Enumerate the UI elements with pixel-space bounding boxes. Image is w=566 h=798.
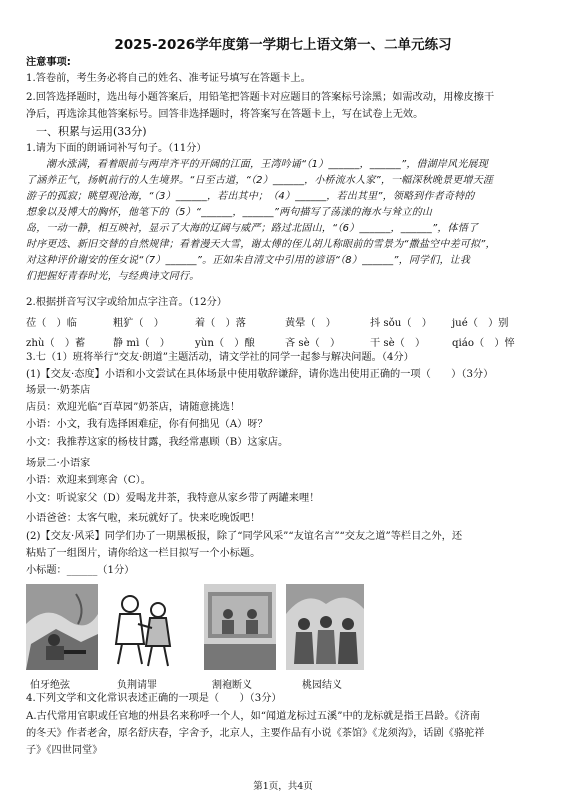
q1-line: 岛，一动一静，相互映衬，显示了大海的辽阔与威严；路过北固山，“（6）______，______”，体悟了 bbox=[26, 223, 479, 234]
q2-item: 吝 sè（ ） bbox=[285, 338, 341, 349]
q1-line: 潮水涨满，看着眼前与两岸齐平的开阔的江面，王湾吟诵“（1）______，______”，借湖岸风光展现 bbox=[46, 159, 488, 170]
q4-prompt: 4.下列文学和文化常识表述正确的一项是（ ）（3分） bbox=[26, 693, 282, 704]
notice-item-2b: 净后，再选涂其他答案标号。回答非选择题时，将答案写在答题卡上，写在试卷上无效。 bbox=[26, 109, 424, 120]
q2-prompt: 2.根据拼音写汉字或给加点字注音。（12分） bbox=[26, 297, 227, 308]
dialogue-line: 小语：小文，我有选择困难症，你有何拙见（A）呀？ bbox=[26, 419, 268, 430]
q1-line: 了涵养正气，扬帆前行的人生境界。“日至古道，“（2）______，小桥流水人家”，一幅深秋晚景更增天涯 bbox=[26, 175, 494, 186]
q2-item: 莅（ ）临 bbox=[26, 318, 77, 329]
caption: 伯牙绝弦 bbox=[30, 680, 70, 691]
q2-item: zhù（ ）蓄 bbox=[26, 338, 86, 349]
q2-item: jué（ ）别 bbox=[452, 318, 509, 329]
subtitle-blank: 小标题：______（1分） bbox=[26, 565, 135, 576]
dialogue-line: 小语爸爸：太客气啦，来玩就好了。快来吃晚饭吧！ bbox=[26, 513, 261, 524]
notice-heading: 注意事项: bbox=[26, 57, 71, 68]
q4-option-a: A.古代常用官职或任官地的州县名来称呼一个人，如“闻道龙标过五溪”中的龙标就是指王昌龄。《济南 bbox=[26, 711, 480, 722]
q1-line: 时序更迭、新旧交替的自然规律；看着漫天大雪，谢太傅的侄儿胡儿称眼前的雪景为“撒盐空中差可拟”， bbox=[26, 239, 496, 250]
q2-item: 黄晕（ ） bbox=[285, 318, 336, 329]
illustration-gepao bbox=[204, 584, 276, 670]
section-heading: 一、积累与运用(33分) bbox=[36, 125, 147, 138]
q1-prompt: 1.请为下面的朗诵词补写句子。（11分） bbox=[26, 143, 207, 154]
caption: 割袍断义 bbox=[212, 680, 252, 691]
scene-1-label: 场景一·奶茶店 bbox=[26, 385, 91, 396]
caption: 桃园结义 bbox=[302, 680, 342, 691]
q1-line: 们把握好青春时光，与经典诗文同行。 bbox=[26, 271, 200, 282]
q2-item: 静 mì（ ） bbox=[113, 338, 170, 349]
illustration-taoyuan bbox=[286, 584, 364, 670]
illustration-boya bbox=[26, 584, 98, 670]
q1-line: 游子的孤寂；眺望观沧海，“（3）______，若出其中；（4）______，若出其里”，领略到作者奇特的 bbox=[26, 191, 475, 202]
page-footer: 第1页，共4页 bbox=[253, 781, 313, 792]
dialogue-line: 小文：听说家父（D）爱喝龙井茶，我特意从家乡带了两罐来哩！ bbox=[26, 493, 320, 504]
q3-sub1: (1)【交友·态度】小语和小文尝试在具体场景中使用敬辞谦辞，请你选出使用正确的一项（ ）（3分） bbox=[26, 369, 494, 380]
caption: 负荆请罪 bbox=[117, 680, 157, 691]
notice-item-1: 1.答卷前，考生务必将自己的姓名、准考证号填写在答题卡上。 bbox=[26, 73, 311, 84]
q3-sub2a: (2)【交友·风采】同学们办了一期黑板报，除了“同学风采”“友谊名言”“交友之道”等栏目之外，还 bbox=[26, 531, 463, 542]
q1-line: 对这种评价谢安的侄女说“（7）______”。正如朱自清文中引用的谚语“（8）______”，同学们，让我 bbox=[26, 255, 471, 266]
q2-item: 粗犷（ ） bbox=[113, 318, 164, 329]
notice-item-2a: 2.回答选择题时，选出每小题答案后，用铅笔把答题卡对应题目的答案标号涂黑；如需改动，用橡皮擦干 bbox=[26, 92, 495, 103]
q2-item: yùn（ ）酿 bbox=[195, 338, 255, 349]
dialogue-line: 店员：欢迎光临“百草园”奶茶店，请随意挑选！ bbox=[26, 402, 241, 413]
q2-item: qiáo（ ）悴 bbox=[452, 338, 515, 349]
dialogue-line: 小文：我推荐这家的杨枝甘露，我经常惠顾（B）这家店。 bbox=[26, 437, 289, 448]
q2-item: 抖 sǒu（ ） bbox=[370, 318, 432, 329]
q4-option-a-cont: 子》《四世同堂》 bbox=[26, 745, 103, 756]
q4-option-a-cont: 的冬天》作者老舍，原名舒庆春，字舍予，北京人，主要作品有小说《茶馆》《龙须沟》，话剧《骆驼祥 bbox=[26, 728, 485, 739]
q1-line: 想象以及博大的胸怀，他笔下的（5）“______，______”两句描写了荡漾的海水与耸立的山 bbox=[26, 207, 433, 218]
scene-2-label: 场景二·小语家 bbox=[26, 458, 91, 469]
page-title: 2025-2026学年度第一学期七上语文第一、二单元练习 bbox=[114, 37, 452, 53]
dialogue-line: 小语：欢迎来到寒舍（C）。 bbox=[26, 475, 151, 486]
q2-item: 着（ ）落 bbox=[195, 318, 246, 329]
q1-passage bbox=[26, 157, 552, 285]
q2-item: 干 sè（ ） bbox=[370, 338, 426, 349]
q3-prompt: 3.七（1）班将举行“交友·朗道”主题活动，请文学社的同学一起参与解决问题。（4分） bbox=[26, 352, 414, 363]
q3-sub2b: 粘贴了一组图片，请你给这一栏目拟写一个小标题。 bbox=[26, 548, 261, 559]
illustration-fujing bbox=[108, 584, 178, 670]
